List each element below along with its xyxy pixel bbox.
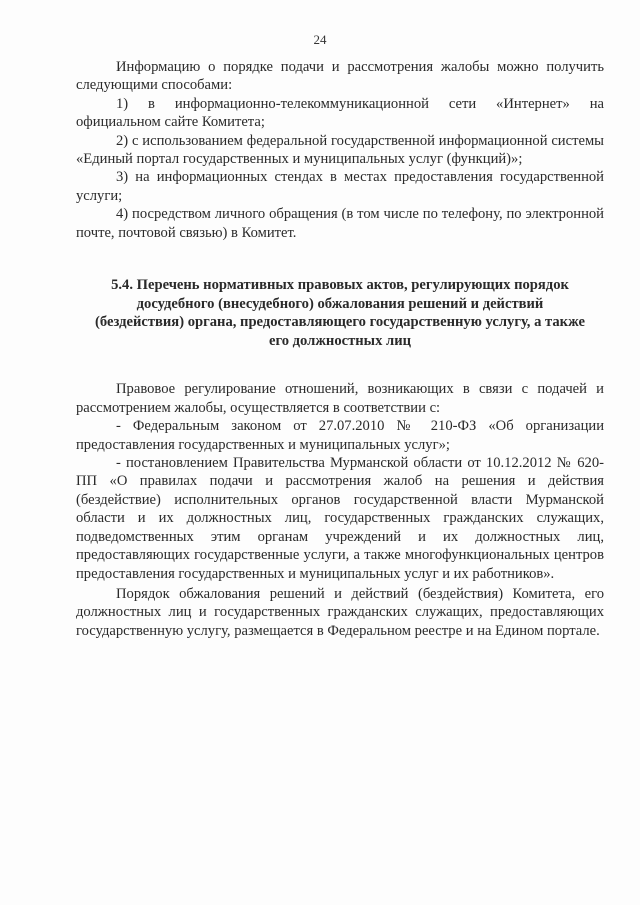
legal-act-item-1: - Федеральным законом от 27.07.2010 № 210-ФЗ «Об организации предоставления государственных и муниципальных услуг»;: [76, 418, 604, 453]
page-number: 24: [313, 32, 327, 47]
section-heading-line-4: его должностных лиц: [268, 332, 412, 349]
intro-list-item-1: 1) в информационно-телекоммуникационной сети «Интернет» на официальном сайте Комитета;: [76, 95, 604, 131]
section-heading-line-3: (бездействия) органа, предоставляющего государственную услугу, а также: [95, 314, 585, 331]
closing-paragraph: Порядок обжалования решений и действий (бездействия) Комитета, его должностных лиц и государственных гражданских служащих, предоставляющих государственную услугу, размещается в Федеральном реестре и на Едином портале.: [76, 585, 604, 639]
section-heading-line-1: 5.4. Перечень нормативных правовых актов, регулирующих порядок: [111, 277, 569, 294]
legal-act-item-2: - постановлением Правительства Мурманской области от 10.12.2012 № 620-ПП «О правилах подачи и рассмотрения жалоб на решения и действия (бездействие) исполнительных органов государственной власти Мурманской области и их должностных лиц, государственных гражданских служащих, подведомственных этим органам учреждений и их должностных лиц, предоставляющих государственные услуги, а также многофункциональных центров предоставления государственных и муниципальных услуг и их работников».: [76, 455, 604, 582]
intro-list-item-2: 2) с использованием федеральной государственной информационной системы «Единый портал государственных и муниципальных услуг (функций)»;: [76, 132, 604, 168]
spacer: [76, 350, 604, 380]
section-heading: [76, 276, 604, 350]
section-heading-line-2: досудебного (внесудебного) обжалования решений и действий: [136, 295, 544, 312]
intro-lead-paragraph: Информацию о порядке подачи и рассмотрения жалобы можно получить следующими способами:: [76, 59, 604, 94]
section-lead-paragraph: Правовое регулирование отношений, возникающих в связи с подачей и рассмотрением жалобы, осуществляется в соответствии с:: [76, 381, 604, 416]
page-content: [76, 58, 604, 640]
intro-list-item-3: 3) на информационных стендах в местах предоставления государственной услуги;: [76, 169, 604, 204]
intro-list-item-4: 4) посредством личного обращения (в том числе по телефону, по электронной почте, почтовой связью) в Комитет.: [76, 206, 604, 241]
